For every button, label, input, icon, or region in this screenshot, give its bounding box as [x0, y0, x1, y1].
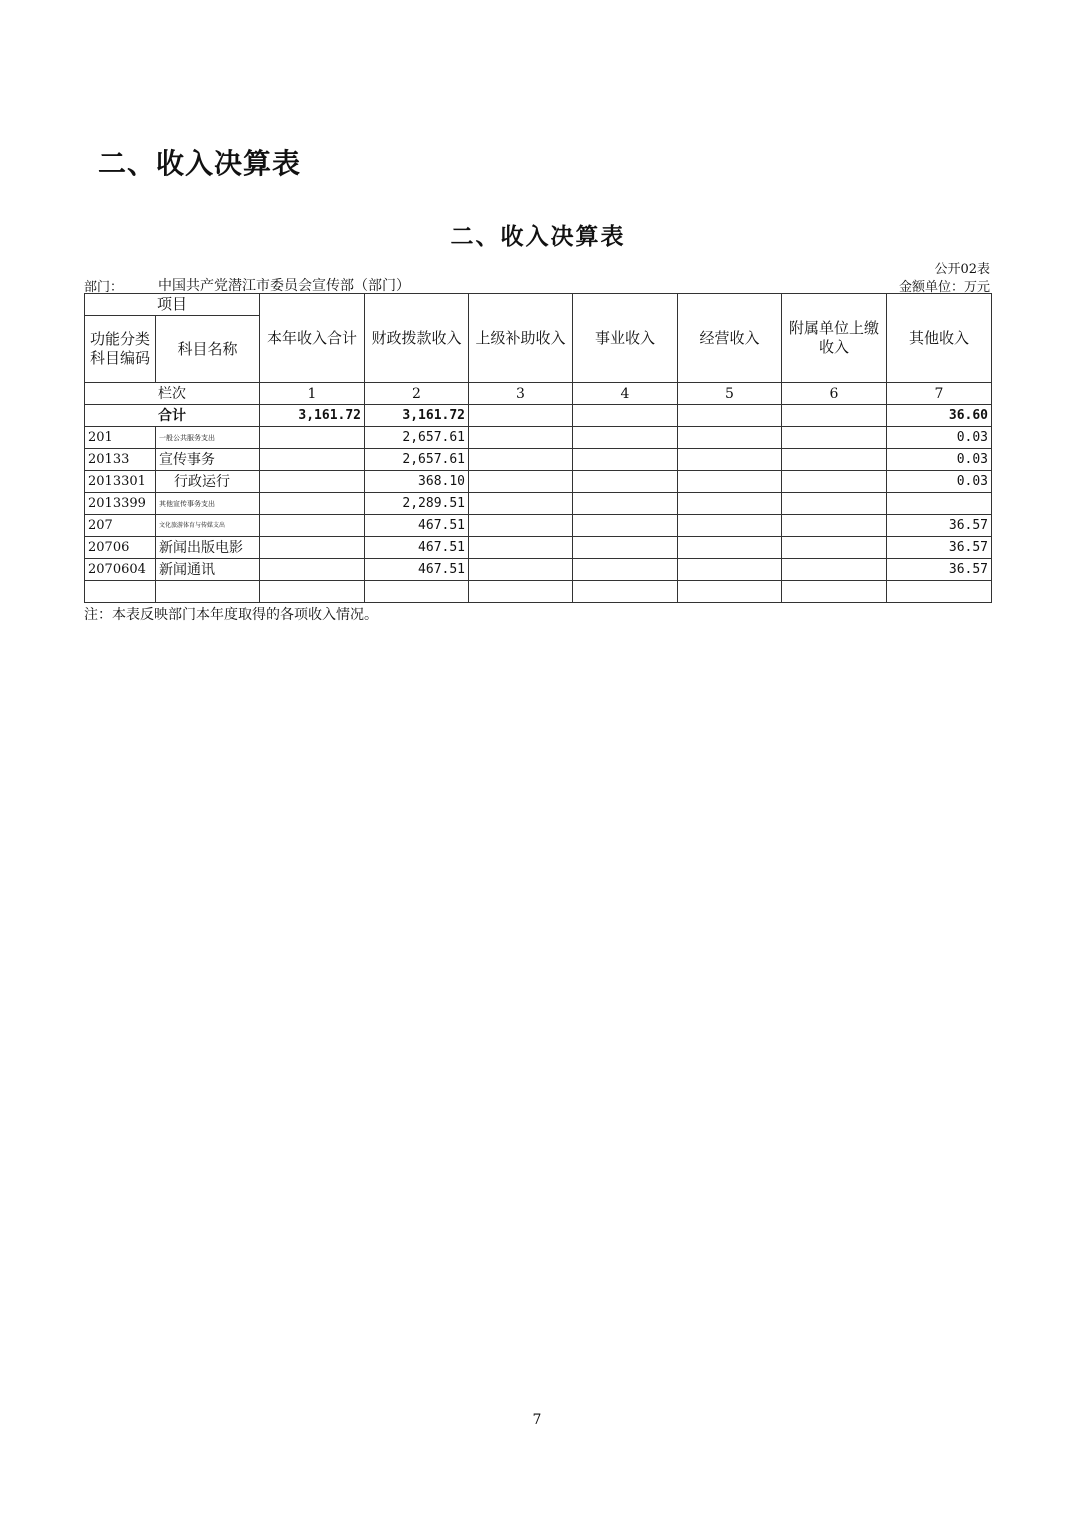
column-index-cell: 3 [469, 383, 573, 405]
fiscal-cell [365, 581, 469, 603]
function-code-cell: 201 [85, 427, 156, 449]
table-id: 公开02表 [934, 262, 990, 277]
table-row [85, 581, 992, 603]
business-cell [573, 493, 678, 515]
column-index-label: 栏次 [85, 383, 260, 405]
column-index-row [85, 383, 992, 405]
function-code-cell [85, 581, 156, 603]
affiliated-cell [782, 449, 887, 471]
other-cell [887, 581, 992, 603]
business-cell [573, 471, 678, 493]
function-code-cell: 20133 [85, 449, 156, 471]
operating-cell [678, 493, 782, 515]
total-cell-operating [678, 405, 782, 427]
total-cell-business [573, 405, 678, 427]
income-table [84, 293, 992, 603]
income-statement-form [84, 210, 992, 623]
header-affiliated-income: 附属单位上缴收入 [782, 294, 887, 383]
table-row [85, 427, 992, 449]
affiliated-cell [782, 581, 887, 603]
operating-cell [678, 559, 782, 581]
total-income-cell [260, 493, 365, 515]
operating-cell [678, 471, 782, 493]
table-row [85, 471, 992, 493]
header-function-code: 功能分类科目编码 [85, 316, 156, 383]
total-income-cell [260, 581, 365, 603]
function-code-cell: 2070604 [85, 559, 156, 581]
department-row [84, 276, 992, 294]
function-code-cell: 20706 [85, 537, 156, 559]
total-label: 合计 [85, 405, 260, 427]
business-cell [573, 515, 678, 537]
fiscal-cell: 2,289.51 [365, 493, 469, 515]
operating-cell [678, 581, 782, 603]
form-title: 二、收入决算表 [450, 224, 626, 250]
total-cell-total-income: 3,161.72 [260, 405, 365, 427]
total-income-cell [260, 515, 365, 537]
operating-cell [678, 537, 782, 559]
subject-name-cell: 一般公共服务支出 [156, 427, 260, 449]
affiliated-cell [782, 471, 887, 493]
function-code-cell: 2013301 [85, 471, 156, 493]
subject-name-cell: 新闻通讯 [156, 559, 260, 581]
unit-label: 金额单位：万元 [898, 280, 990, 295]
table-note: 注：本表反映部门本年度取得的各项收入情况。 [84, 607, 378, 623]
total-income-cell [260, 471, 365, 493]
function-code-cell: 207 [85, 515, 156, 537]
header-item: 项目 [85, 294, 260, 316]
business-cell [573, 537, 678, 559]
header-operating-income: 经营收入 [678, 294, 782, 383]
fiscal-cell: 467.51 [365, 515, 469, 537]
header-fiscal-appropriation: 财政拨款收入 [365, 294, 469, 383]
other-cell: 36.57 [887, 537, 992, 559]
superior-cell [469, 493, 573, 515]
total-income-cell [260, 449, 365, 471]
subject-name-cell: 其他宣传事务支出 [156, 493, 260, 515]
fiscal-cell: 467.51 [365, 559, 469, 581]
table-row [85, 559, 992, 581]
header-total-income: 本年收入合计 [260, 294, 365, 383]
column-index-cell: 2 [365, 383, 469, 405]
header-other-income: 其他收入 [887, 294, 992, 383]
affiliated-cell [782, 493, 887, 515]
total-cell-fiscal: 3,161.72 [365, 405, 469, 427]
table-row [85, 493, 992, 515]
other-cell: 36.57 [887, 559, 992, 581]
total-income-cell [260, 427, 365, 449]
business-cell [573, 449, 678, 471]
column-index-cell: 4 [573, 383, 678, 405]
header-business-income: 事业收入 [573, 294, 678, 383]
other-cell: 0.03 [887, 427, 992, 449]
department-label: 部门： [84, 280, 124, 295]
superior-cell [469, 449, 573, 471]
table-row [85, 515, 992, 537]
other-cell: 36.57 [887, 515, 992, 537]
total-income-cell [260, 559, 365, 581]
header-superior-subsidy: 上级补助收入 [469, 294, 573, 383]
business-cell [573, 559, 678, 581]
table-row [85, 537, 992, 559]
subject-name-cell [156, 581, 260, 603]
column-index-cell: 6 [782, 383, 887, 405]
superior-cell [469, 581, 573, 603]
subject-name-cell: 行政运行 [156, 471, 260, 493]
affiliated-cell [782, 515, 887, 537]
total-cell-other: 36.60 [887, 405, 992, 427]
affiliated-cell [782, 559, 887, 581]
fiscal-cell: 368.10 [365, 471, 469, 493]
department-name: 中国共产党潜江市委员会宣传部（部门） [158, 278, 410, 294]
superior-cell [469, 515, 573, 537]
superior-cell [469, 537, 573, 559]
fiscal-cell: 2,657.61 [365, 449, 469, 471]
total-row [85, 405, 992, 427]
column-index-cell: 1 [260, 383, 365, 405]
operating-cell [678, 449, 782, 471]
superior-cell [469, 559, 573, 581]
superior-cell [469, 427, 573, 449]
total-income-cell [260, 537, 365, 559]
other-cell [887, 493, 992, 515]
affiliated-cell [782, 427, 887, 449]
function-code-cell: 2013399 [85, 493, 156, 515]
total-cell-superior [469, 405, 573, 427]
header-row-1 [85, 294, 992, 316]
operating-cell [678, 515, 782, 537]
other-cell: 0.03 [887, 471, 992, 493]
affiliated-cell [782, 537, 887, 559]
operating-cell [678, 427, 782, 449]
total-cell-affiliated [782, 405, 887, 427]
business-cell [573, 581, 678, 603]
fiscal-cell: 2,657.61 [365, 427, 469, 449]
column-index-cell: 7 [887, 383, 992, 405]
subject-name-cell: 宣传事务 [156, 449, 260, 471]
page-number: 7 [532, 1412, 542, 1428]
business-cell [573, 427, 678, 449]
section-heading: 二、收入决算表 [98, 147, 302, 180]
superior-cell [469, 471, 573, 493]
table-row [85, 449, 992, 471]
subject-name-cell: 新闻出版电影 [156, 537, 260, 559]
subject-name-cell: 文化旅游体育与传媒支出 [156, 515, 260, 537]
header-subject-name: 科目名称 [156, 316, 260, 383]
fiscal-cell: 467.51 [365, 537, 469, 559]
other-cell: 0.03 [887, 449, 992, 471]
column-index-cell: 5 [678, 383, 782, 405]
